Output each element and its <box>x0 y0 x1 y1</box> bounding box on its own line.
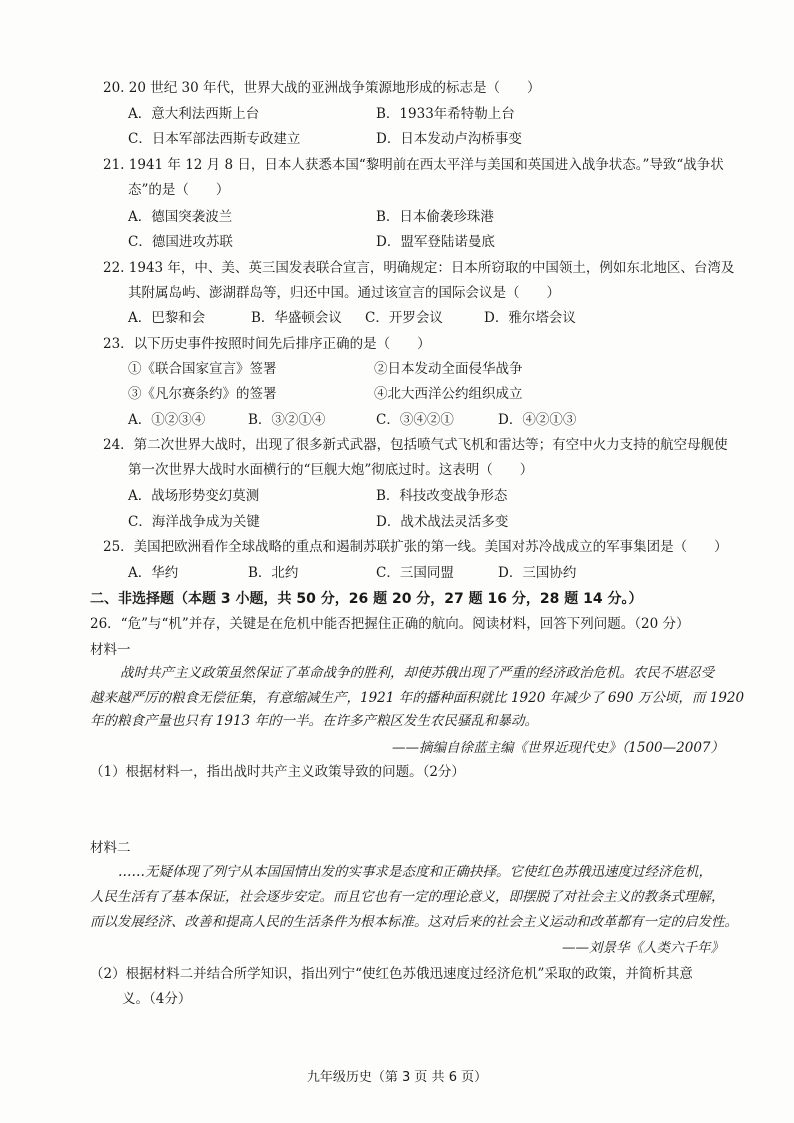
q24-option-d: D．战术战法灵活多变 <box>376 514 509 530</box>
q22-option-d: D．雅尔塔会议 <box>484 310 576 326</box>
q22-option-a: A．巴黎和会 <box>128 310 206 326</box>
q26-subquestion-2-line2: 义。（4分） <box>122 991 192 1007</box>
q21-option-c: C．德国进攻苏联 <box>128 234 233 250</box>
q26-material-1-line2: 越来越严厉的粮食无偿征集，有意缩减生产，1921 年的播种面积就比 1920 年减少了 690 万公顷，而 1920 <box>90 690 745 706</box>
q23-option-b: B．③②①④ <box>248 412 326 428</box>
q26-material-2-line1: ……无疑体现了列宁从本国国情出发的实事求是态度和正确抉择。它使红色苏俄迅速度过经济危机， <box>118 864 712 880</box>
q26-material-2-line2: 人民生活有了基本保证，社会逐步安定。而且它也有一定的理论意义，即摆脱了对社会主义的教条式理解， <box>90 889 725 905</box>
q26-subquestion-1: （1）根据材料一，指出战时共产主义政策导致的问题。（2分） <box>90 764 465 780</box>
q23-event-4: ④北大西洋公约组织成立 <box>374 386 523 402</box>
q26-stem: 26．“危”与“机”并存，关键是在危机中能否把握住正确的航向。阅读材料，回答下列问题。（20 分） <box>90 616 690 632</box>
q22-stem-line1: 22. 1943 年，中、美、英三国发表联合宣言，明确规定：日本所窃取的中国领土，例如东北地区、台湾及 <box>103 260 735 276</box>
q26-material-1-line3: 年的粮食产量也只有 1913 年的一半。在许多产粮区发生农民骚乱和暴动。 <box>90 713 538 729</box>
q23-event-1: ①《联合国家宣言》签署 <box>128 361 277 377</box>
q22-option-b: B．华盛顿会议 <box>251 310 342 326</box>
q20-stem: 20. 20 世纪 30 年代，世界大战的亚洲战争策源地形成的标志是（ ） <box>103 80 541 96</box>
q20-option-b: B．1933年希特勒上台 <box>376 106 515 122</box>
q23-stem: 23．以下历史事件按照时间先后排序正确的是（ ） <box>103 336 431 352</box>
q23-option-a: A．①②③④ <box>128 412 206 428</box>
page-footer: 九年级历史（第 3 页 共 6 页） <box>306 1070 488 1085</box>
q20-option-c: C．日本军部法西斯专政建立 <box>128 131 301 147</box>
q23-option-d: D．④②①③ <box>498 412 577 428</box>
q25-stem: 25．美国把欧洲看作全球战略的重点和遏制苏联扩张的第一线。美国对苏冷战成立的军事集团是（ ） <box>103 539 728 555</box>
q25-option-a: A．华约 <box>128 565 179 581</box>
q25-option-d: D．三国协约 <box>498 565 577 581</box>
q24-option-a: A．战场形势变幻莫测 <box>128 488 260 504</box>
q21-stem-line2: 态”的是（ ） <box>128 182 230 198</box>
q24-stem-line1: 24．第二次世界大战时，出现了很多新式武器，包括喷气式飞机和雷达等；有空中火力支持的航空母舰使 <box>103 437 728 453</box>
q20-option-a: A．意大利法西斯上台 <box>128 106 260 122</box>
q26-material-1-line1: 战时共产主义政策虽然保证了革命战争的胜利，却使苏俄出现了严重的经济政治危机。农民不堪忍受 <box>120 665 714 681</box>
q21-stem-line1: 21. 1941 年 12 月 8 日，日本人获悉本国“黎明前在西太平洋与美国和英国进入战争状态。”导致“战争状 <box>103 157 724 173</box>
q22-stem-line2: 其附属岛屿、澎湖群岛等，归还中国。通过该宣言的国际会议是（ ） <box>128 285 560 301</box>
section-2-heading: 二、非选择题（本题 3 小题，共 50 分，26 题 20 分，27 题 16 分，28 题 14 分。） <box>90 591 643 607</box>
q26-material-2-title: 材料二 <box>90 840 131 856</box>
q26-subquestion-2-line1: （2）根据材料二并结合所学知识，指出列宁“使红色苏俄迅速度过经济危机”采取的政策，并简析其意 <box>90 966 693 982</box>
q23-event-2: ②日本发动全面侵华战争 <box>374 361 523 377</box>
q26-material-2-source: ——刘景华《人类六千年》 <box>562 940 724 956</box>
q25-option-b: B．北约 <box>248 565 299 581</box>
q24-option-b: B．科技改变战争形态 <box>376 488 508 504</box>
q21-option-d: D．盟军登陆诺曼底 <box>376 234 495 250</box>
q26-material-1-title: 材料一 <box>90 642 131 658</box>
q23-event-3: ③《凡尔赛条约》的签署 <box>128 386 277 402</box>
q24-stem-line2: 第一次世界大战时水面横行的“巨舰大炮”彻底过时。这表明（ ） <box>128 462 534 478</box>
q24-option-c: C．海洋战争成为关键 <box>128 514 260 530</box>
q23-option-c: C．③④②① <box>376 412 454 428</box>
q26-material-1-source: ——摘编自徐蓝主编《世界近现代史》（1500—2007） <box>392 740 724 756</box>
q20-option-d: D．日本发动卢沟桥事变 <box>376 131 522 147</box>
q22-option-c: C．开罗会议 <box>365 310 443 326</box>
q21-option-a: A．德国突袭波兰 <box>128 209 233 225</box>
q26-material-2-line3: 而以发展经济、改善和提高人民的生活条件为根本标准。这对后来的社会主义运动和改革都有一定的启发性。 <box>90 914 738 930</box>
q21-option-b: B．日本偷袭珍珠港 <box>376 209 494 225</box>
q25-option-c: C．三国同盟 <box>376 565 454 581</box>
